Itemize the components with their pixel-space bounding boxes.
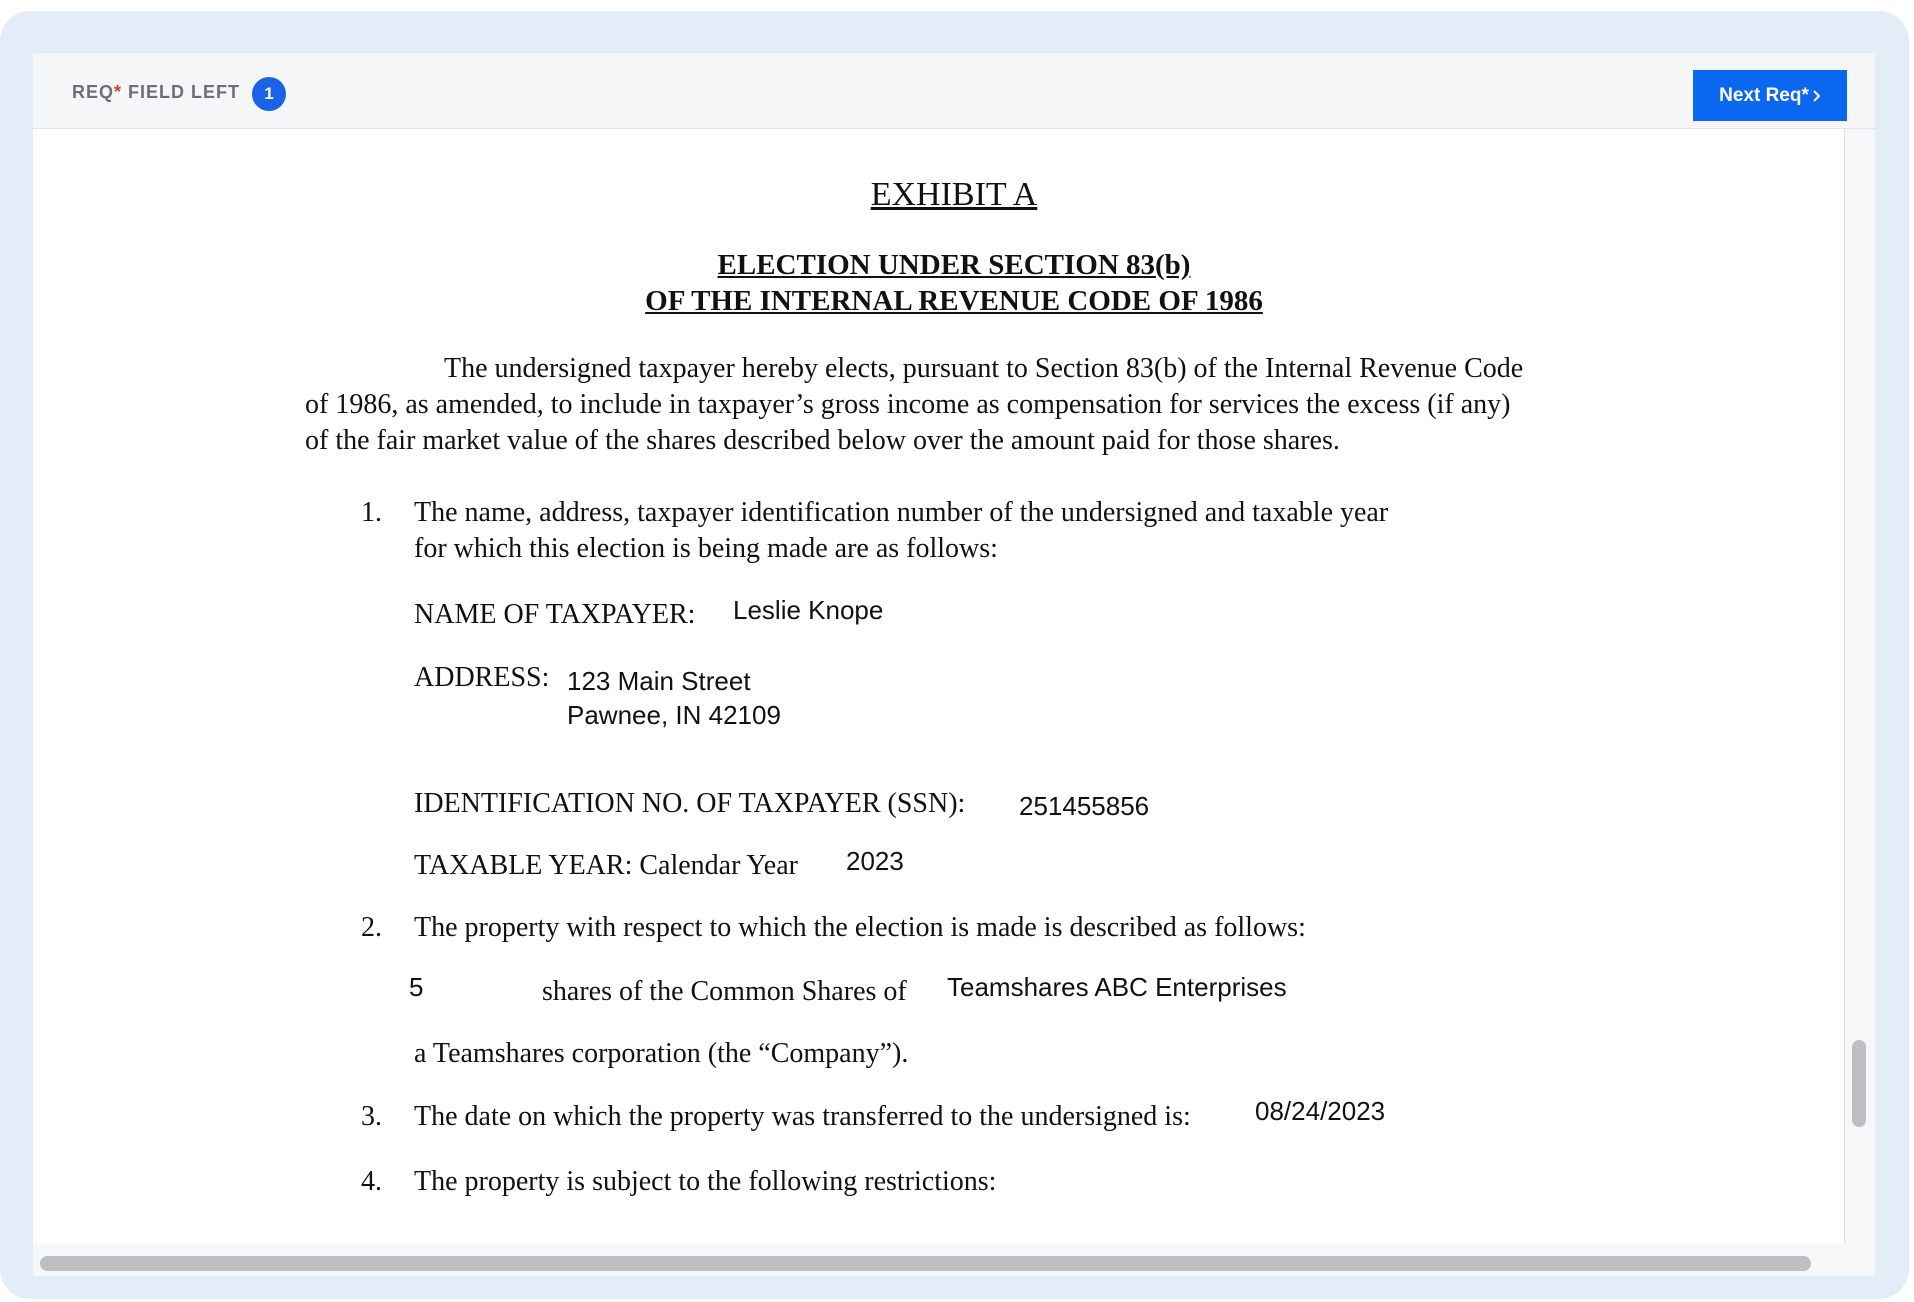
item-1-line-2: for which this election is being made are as follows: <box>414 533 998 564</box>
intro-line-2: of 1986, as amended, to include in taxpayer’s gross income as compensation for services the excess (if any) <box>305 389 1511 420</box>
app-frame <box>0 11 1909 1299</box>
address-line-1-field[interactable]: 123 Main Street <box>567 666 751 696</box>
address-line-2-field[interactable]: Pawnee, IN 42109 <box>567 700 781 730</box>
shares-text: shares of the Common Shares of <box>542 976 907 1007</box>
ssn-field[interactable]: 251455856 <box>1019 791 1150 821</box>
company-line: a Teamshares corporation (the “Company”). <box>414 1038 909 1069</box>
required-star: * <box>114 82 123 102</box>
intro-line-3: of the fair market value of the shares described below over the amount paid for those shares. <box>305 425 1340 456</box>
item-1-number: 1. <box>361 497 382 528</box>
taxable-year-field[interactable]: 2023 <box>846 846 904 876</box>
required-fields-label <box>72 82 240 103</box>
share-count-field[interactable]: 5 <box>409 972 424 1002</box>
req-prefix: REQ <box>72 82 115 102</box>
intro-line-1: The undersigned taxpayer hereby elects, pursuant to Section 83(b) of the Internal Revenue Code <box>444 353 1524 384</box>
item-3-text: The date on which the property was transferred to the undersigned is: <box>414 1101 1191 1132</box>
taxable-year-label: TAXABLE YEAR: Calendar Year <box>414 850 798 881</box>
next-required-label: Next Req* <box>1719 84 1809 106</box>
next-required-button[interactable] <box>1693 70 1847 121</box>
horizontal-scrollbar-thumb[interactable] <box>40 1256 1811 1271</box>
item-4-text: The property is subject to the following restrictions: <box>414 1166 997 1197</box>
ssn-label: IDENTIFICATION NO. OF TAXPAYER (SSN): <box>414 788 966 819</box>
company-name-field[interactable]: Teamshares ABC Enterprises <box>947 972 1287 1002</box>
vertical-scrollbar-thumb[interactable] <box>1852 1040 1866 1127</box>
toolbar <box>33 53 1875 129</box>
document-viewer <box>33 53 1875 1276</box>
item-3-number: 3. <box>361 1101 382 1132</box>
taxpayer-name-field[interactable]: Leslie Knope <box>733 595 884 625</box>
name-label: NAME OF TAXPAYER: <box>414 599 696 630</box>
transfer-date-field[interactable]: 08/24/2023 <box>1255 1096 1386 1126</box>
req-suffix: FIELD LEFT <box>122 82 241 102</box>
item-1-line-1: The name, address, taxpayer identification number of the undersigned and taxable year <box>414 497 1389 528</box>
required-count-badge: 1 <box>252 77 286 111</box>
address-label: ADDRESS: <box>414 662 550 693</box>
chevron-right-icon <box>1812 89 1821 103</box>
exhibit-title: EXHIBIT A <box>870 176 1038 213</box>
heading-line-2: OF THE INTERNAL REVENUE CODE OF 1986 <box>645 285 1263 317</box>
item-4-number: 4. <box>361 1166 382 1197</box>
heading-line-1: ELECTION UNDER SECTION 83(b) <box>717 249 1191 281</box>
document-page <box>33 129 1845 1244</box>
item-2-number: 2. <box>361 912 382 943</box>
item-2-text: The property with respect to which the election is made is described as follows: <box>414 912 1306 943</box>
